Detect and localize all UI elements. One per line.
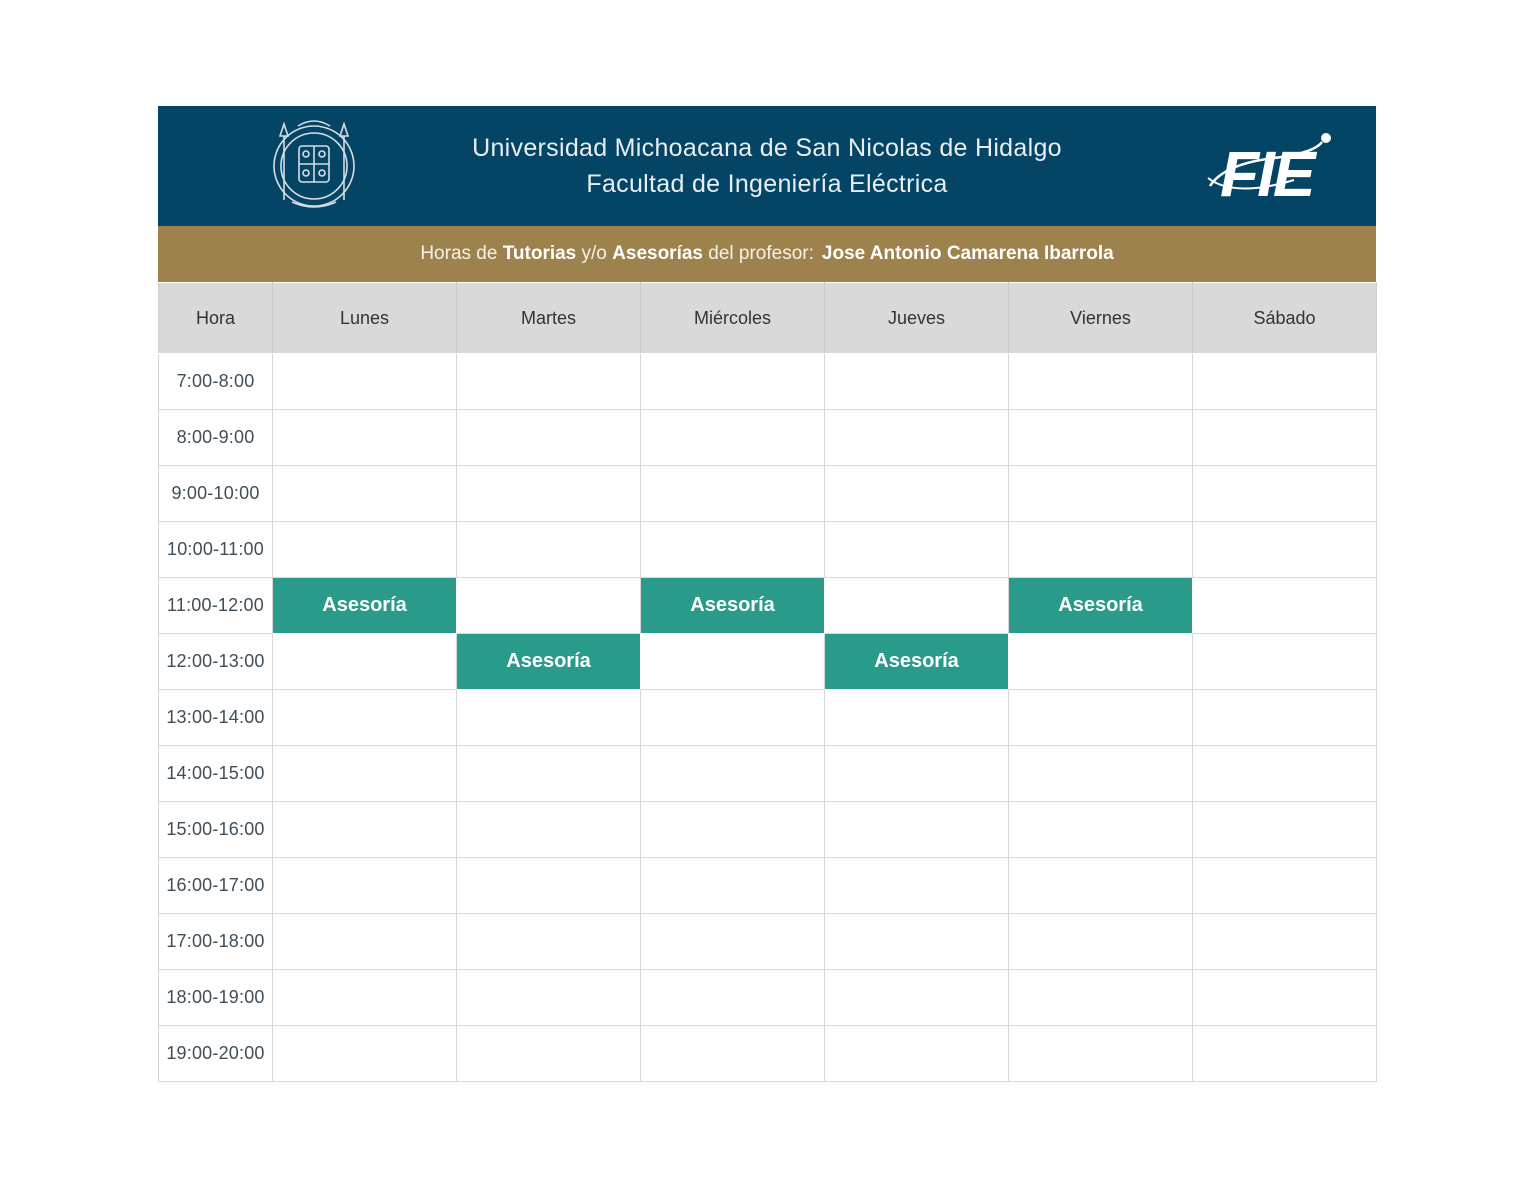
table-row: [159, 634, 1377, 690]
slot-miercoles: Asesoría: [641, 578, 825, 634]
hour-cell: 8:00-9:00: [159, 410, 273, 466]
slot-martes: [457, 746, 641, 802]
hour-cell: 18:00-19:00: [159, 970, 273, 1026]
slot-jueves: Asesoría: [825, 634, 1009, 690]
professor-bar: [158, 226, 1376, 282]
slot-viernes: [1009, 634, 1193, 690]
column-header-martes: Martes: [457, 283, 641, 354]
table-row: [159, 690, 1377, 746]
slot-viernes: [1009, 466, 1193, 522]
slot-viernes: [1009, 690, 1193, 746]
slot-sabado: [1193, 410, 1377, 466]
slot-martes: [457, 578, 641, 634]
slot-lunes: [273, 466, 457, 522]
slot-lunes: [273, 690, 457, 746]
schedule-sheet: [158, 106, 1376, 1082]
slot-jueves: [825, 970, 1009, 1026]
column-header-sabado: Sábado: [1193, 283, 1377, 354]
slot-sabado: [1193, 802, 1377, 858]
slot-martes: [457, 522, 641, 578]
slot-martes: [457, 410, 641, 466]
subtitle-prefix: Horas de: [420, 243, 503, 264]
slot-lunes: [273, 802, 457, 858]
faculty-name: Facultad de Ingeniería Eléctrica: [586, 170, 948, 198]
slot-sabado: [1193, 466, 1377, 522]
fie-logo: [1204, 120, 1334, 204]
slot-viernes: [1009, 354, 1193, 410]
slot-martes: [457, 914, 641, 970]
slot-martes: [457, 970, 641, 1026]
slot-miercoles: [641, 802, 825, 858]
slot-miercoles: [641, 354, 825, 410]
header-banner: [158, 106, 1376, 226]
university-name: Universidad Michoacana de San Nicolas de Hidalgo: [472, 134, 1062, 162]
schedule-table: [158, 282, 1377, 1082]
table-row: [159, 858, 1377, 914]
hour-cell: 15:00-16:00: [159, 802, 273, 858]
table-row: [159, 410, 1377, 466]
slot-miercoles: [641, 690, 825, 746]
slot-sabado: [1193, 746, 1377, 802]
slot-lunes: [273, 858, 457, 914]
table-row: [159, 970, 1377, 1026]
hour-cell: 17:00-18:00: [159, 914, 273, 970]
slot-lunes: [273, 410, 457, 466]
slot-sabado: [1193, 522, 1377, 578]
hour-cell: 14:00-15:00: [159, 746, 273, 802]
subtitle-connector: y/o: [576, 243, 613, 264]
slot-jueves: [825, 522, 1009, 578]
subtitle-suffix: del profesor:: [703, 243, 814, 264]
slot-viernes: [1009, 1026, 1193, 1082]
slot-miercoles: [641, 914, 825, 970]
subtitle-asesorias: Asesorías: [612, 243, 703, 264]
slot-jueves: [825, 1026, 1009, 1082]
slot-sabado: [1193, 634, 1377, 690]
professor-name: Jose Antonio Camarena Ibarrola: [821, 243, 1114, 264]
slot-lunes: [273, 970, 457, 1026]
slot-miercoles: [641, 522, 825, 578]
hour-cell: 11:00-12:00: [159, 578, 273, 634]
hour-cell: 10:00-11:00: [159, 522, 273, 578]
slot-sabado: [1193, 914, 1377, 970]
slot-viernes: [1009, 746, 1193, 802]
slot-lunes: [273, 522, 457, 578]
slot-viernes: [1009, 802, 1193, 858]
table-row: [159, 466, 1377, 522]
slot-viernes: [1009, 410, 1193, 466]
slot-miercoles: [641, 410, 825, 466]
slot-jueves: [825, 690, 1009, 746]
table-row: [159, 578, 1377, 634]
slot-sabado: [1193, 1026, 1377, 1082]
slot-miercoles: [641, 970, 825, 1026]
slot-lunes: [273, 634, 457, 690]
slot-miercoles: [641, 858, 825, 914]
table-row: [159, 746, 1377, 802]
slot-lunes: [273, 1026, 457, 1082]
institution-title: [158, 130, 1376, 202]
subtitle-tutorias: Tutorias: [502, 243, 577, 264]
slot-jueves: [825, 410, 1009, 466]
slot-viernes: [1009, 970, 1193, 1026]
hour-cell: 7:00-8:00: [159, 354, 273, 410]
slot-jueves: [825, 746, 1009, 802]
slot-jueves: [825, 354, 1009, 410]
slot-viernes: [1009, 858, 1193, 914]
column-header-lunes: Lunes: [273, 283, 457, 354]
slot-jueves: [825, 858, 1009, 914]
hour-cell: 9:00-10:00: [159, 466, 273, 522]
slot-viernes: Asesoría: [1009, 578, 1193, 634]
fie-logo-text: FIE: [1220, 138, 1314, 204]
hour-cell: 13:00-14:00: [159, 690, 273, 746]
column-header-jueves: Jueves: [825, 283, 1009, 354]
slot-martes: [457, 690, 641, 746]
slot-miercoles: [641, 466, 825, 522]
header-row: [159, 283, 1377, 354]
table-row: [159, 802, 1377, 858]
slot-martes: [457, 802, 641, 858]
slot-sabado: [1193, 690, 1377, 746]
hour-cell: 19:00-20:00: [159, 1026, 273, 1082]
table-row: [159, 1026, 1377, 1082]
slot-martes: Asesoría: [457, 634, 641, 690]
slot-jueves: [825, 578, 1009, 634]
schedule-body: [159, 354, 1377, 1082]
slot-martes: [457, 466, 641, 522]
column-header-hora: Hora: [159, 283, 273, 354]
slot-sabado: [1193, 578, 1377, 634]
slot-sabado: [1193, 970, 1377, 1026]
column-header-viernes: Viernes: [1009, 283, 1193, 354]
slot-lunes: [273, 354, 457, 410]
slot-sabado: [1193, 858, 1377, 914]
slot-viernes: [1009, 914, 1193, 970]
slot-miercoles: [641, 634, 825, 690]
slot-lunes: [273, 746, 457, 802]
table-row: [159, 354, 1377, 410]
slot-jueves: [825, 466, 1009, 522]
column-header-miercoles: Miércoles: [641, 283, 825, 354]
slot-miercoles: [641, 746, 825, 802]
hour-cell: 12:00-13:00: [159, 634, 273, 690]
slot-jueves: [825, 914, 1009, 970]
slot-martes: [457, 1026, 641, 1082]
slot-miercoles: [641, 1026, 825, 1082]
slot-viernes: [1009, 522, 1193, 578]
slot-lunes: Asesoría: [273, 578, 457, 634]
slot-martes: [457, 354, 641, 410]
hour-cell: 16:00-17:00: [159, 858, 273, 914]
slot-lunes: [273, 914, 457, 970]
slot-jueves: [825, 802, 1009, 858]
slot-martes: [457, 858, 641, 914]
table-row: [159, 522, 1377, 578]
slot-sabado: [1193, 354, 1377, 410]
table-row: [159, 914, 1377, 970]
